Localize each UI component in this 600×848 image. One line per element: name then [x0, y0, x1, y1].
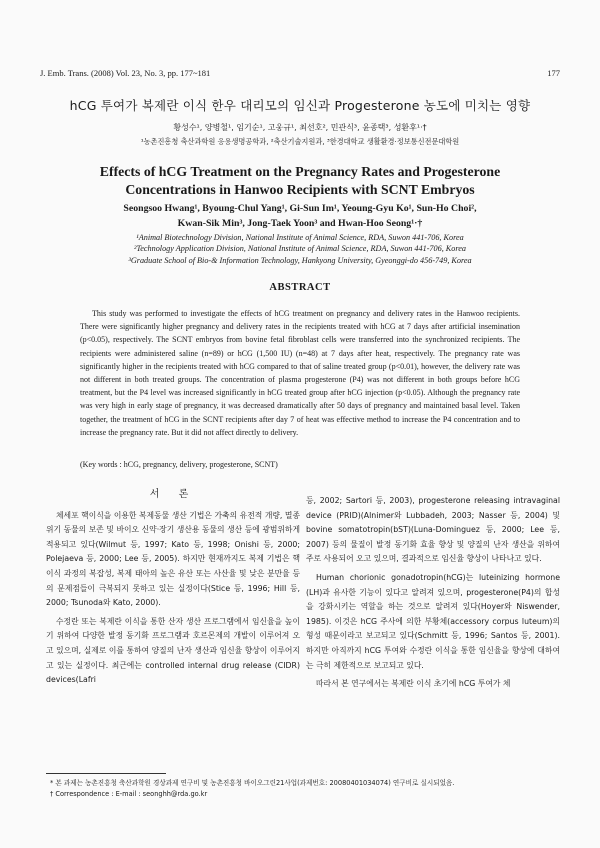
- english-authors: [30, 201, 570, 231]
- keywords: (Key words : hCG, pregnancy, delivery, progesterone, SCNT): [80, 460, 278, 469]
- affiliation-3: ³Graduate School of Bio-& Information Technology, Hankyong University, Gyeonggi-do 456-749, Korea: [128, 255, 472, 265]
- footnotes: [50, 778, 554, 800]
- korean-title: hCG 투여가 복제란 이식 한우 대리모의 임신과 Progesterone 농도에 미치는 영향: [69, 98, 531, 113]
- abstract-body: This study was performed to investigate the effects of hCG treatment on pregnancy and delivery rates in the Hanwoo recipients. There were significantly higher pregnancy and delivery rates in the recipients treated with hCG at 7 days after artificial insemination (p<0.05), respectively. The SCNT embryos from bovine fetal fibroblast cells were transferred into the synchronized recipients. The recipients were administered saline (n=89) or hCG (1,500 IU) (n=48) at 7 days after heat, respectively. The pregnancy rate was significantly higher in the recipients treated with hCG compared to that of saline treated group (p<0.01), however, the delivery rate was not different in both treated groups. The concentration of plasma progesterone (P4) was not different in both groups before hCG treatment, but the P4 level was increased significantly in hCG treated group after hCG injection (p<0.05). Although the pregnancy rate was very high in early stage of pregnancy, it was decreased dramatically after 50 days of pregnancy and maintained basal level. Taken together, the treatment of hCG in the SCNT recipients after day 7 of heat was effective method to increase the P4 concentration and to increase the pregnancy rate. But it did not affect directly to delivery.: [80, 309, 520, 437]
- english-affiliations: [30, 232, 570, 266]
- section-heading-introduction: 서 론: [149, 489, 197, 500]
- body-paragraph: Human chorionic gonadotropin(hCG)는 luteinizing hormone (LH)과 유사한 기능이 있다고 알려져 있으며, progesterone(P4)의 합성을 강화시키는 역할을 하는 것으로 알려져 있다(Hoyer와 Niswender, 1985). 이것은 hCG 주사에 의한 부황체(accessory corpus luteum)의 형성 때문이라고 보고되고 있다(Schmitt 등, 1996; Santos 등, 2001). 하지만 아직까지 hCG 투여와 수정란 이식을 통한 임신율을 향상에 대하여는 극히 제한적으로 보고되고 있다.: [306, 572, 560, 670]
- korean-affiliation: ¹농촌진흥청 축산과학원 응용생명공학과, ²축산기술지원과, ³한경대학교 생활환경·정보통신전문대학원: [140, 137, 460, 146]
- affiliation-1: ¹Animal Biotechnology Division, National Institute of Animal Science, RDA, Suwon 441-706, Korea: [136, 233, 464, 242]
- english-title-line1: Effects of hCG Treatment on the Pregnancy Rates and Progesterone: [99, 164, 501, 179]
- body-paragraph: 수정란 또는 복제란 이식을 통한 산자 생산 프로그램에서 임신율을 높이기 위하여 다양한 발정 동기화 프로그램과 호르몬제의 개발이 이루어져 오고 있으며, 실제로 이를 통하여 양질의 난자 생산과 임신율 향상이 이루어지고 있는 실정이다. 최근에는 controlled internal drug release (CIDR) devices(Lafri: [46, 616, 300, 685]
- body-column-right: [306, 494, 560, 696]
- body-column-left: [46, 488, 300, 692]
- journal-citation: J. Emb. Trans. (2008) Vol. 23, No. 3, pp. 177~181: [40, 68, 211, 78]
- affiliation-2: ²Technology Application Division, National Institute of Animal Science, RDA, Suwon 441-706, Korea: [134, 244, 466, 254]
- abstract-heading: ABSTRACT: [269, 282, 331, 293]
- english-title: [30, 163, 570, 199]
- english-authors-line1: Seongsoo Hwang¹, Byoung-Chul Yang¹, Gi-Sun Im¹, Yeoung-Gyu Ko¹, Sun-Ho Choi²,: [123, 203, 477, 214]
- page-number: 177: [547, 68, 560, 78]
- running-head: [40, 68, 560, 78]
- footnote-divider: [46, 773, 166, 774]
- english-authors-line2: Kwan-Sik Min³, Jong-Taek Yoon³ and Hwan-Hoo Seong¹·†: [177, 218, 423, 229]
- korean-authors: 황성수¹, 양병철¹, 임기순¹, 고웅규¹, 최선호², 민관식³, 윤종택³, 성환후¹·†: [173, 123, 427, 132]
- body-paragraph: 등, 2002; Sartori 등, 2003), progesterone releasing intravaginal device (PRID)(Alnimer와 Lubbadeh, 2003; Nasser 등, 2004) 및 bovine somatotropin(bST)(Luna-Dominguez 등, 2000; Lee 등, 2007) 등의 물질이 발정 동기화 효율 향상 및 양질의 난자 생산을 위하여 주로 사용되어 오고 있으며, 결과적으로 임신율 향상이 나타나고 있다.: [306, 496, 560, 564]
- english-title-line2: Concentrations in Hanwoo Recipients with SCNT Embryos: [125, 182, 475, 197]
- body-paragraph: 체세포 핵이식을 이용한 복제동물 생산 기법은 가축의 유전적 개량, 멸종위기 동물의 보존 및 바이오 신약·장기 생산용 동물의 생산 등에 광범위하게 적용되고 있다(Wilmut 등, 1997; Kato 등, 1998; Onishi 등, 2000; Polejaeva 등, 2000; Lee 등, 2005). 하지만 현재까지도 복제 기법은 핵이식 과정의 복잡성, 복제 태아의 높은 유산 또는 사산율 및 낮은 분만율 등의 문제점들이 극복되지 못하고 있는 실정이다(Stice 등, 1996; Hill 등, 2000; Tsunoda와 Kato, 2000).: [46, 510, 300, 608]
- correspondence-footnote: † Correspondence : E-mail : seonghh@rda.go.kr: [50, 790, 208, 798]
- body-paragraph: 따라서 본 연구에서는 복제란 이식 초기에 hCG 투여가 체: [316, 679, 511, 689]
- funding-footnote: * 본 과제는 농촌진흥청 축산과학원 경상과제 연구비 및 농촌진흥청 바이오그린21사업(과제번호: 20080401034074) 연구비로 실시되었음.: [50, 779, 455, 787]
